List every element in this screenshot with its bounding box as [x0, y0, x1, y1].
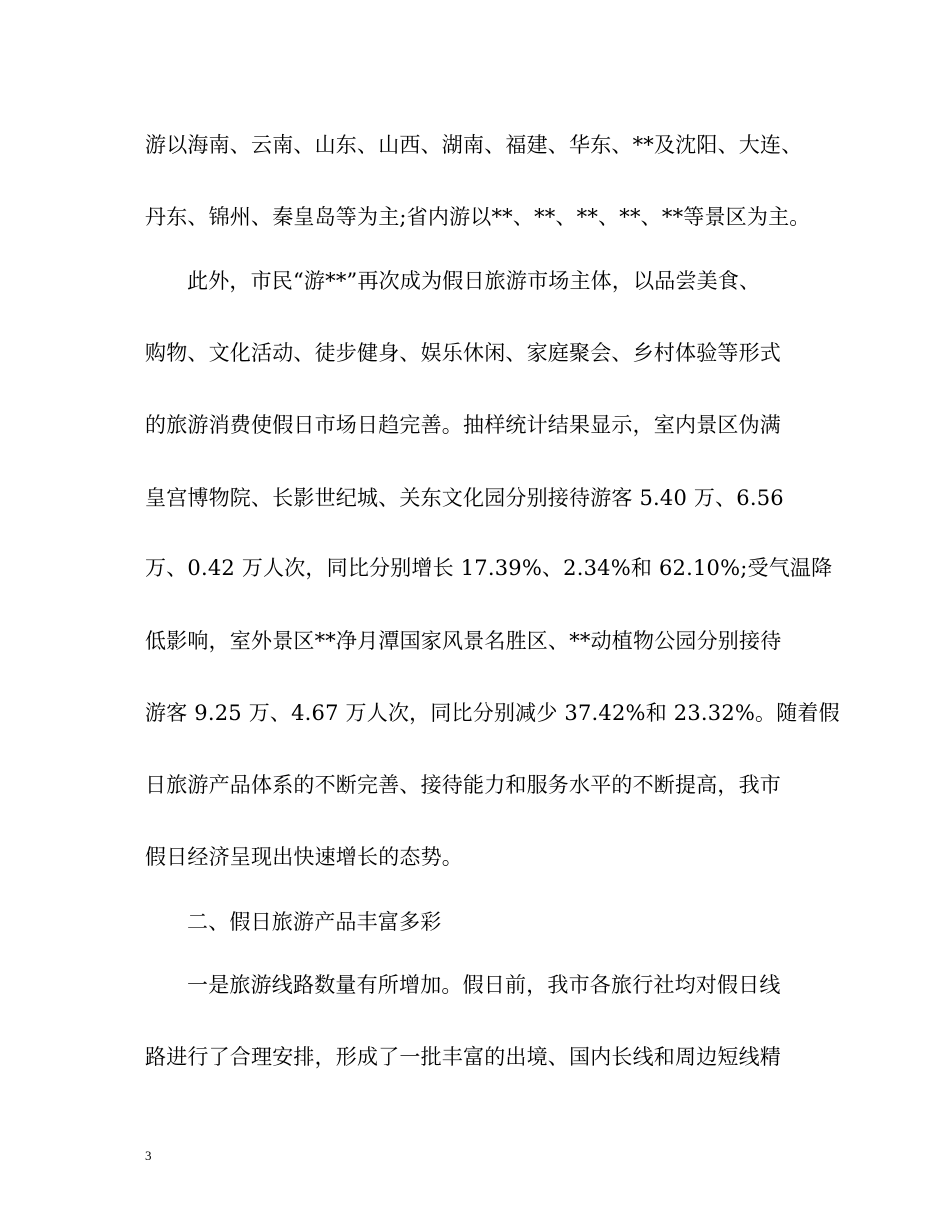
- text-line: 的旅游消费使假日市场日趋完善。抽样统计结果显示，室内景区伪满: [145, 413, 781, 437]
- text-line: 低影响，室外景区**净月潭国家风景名胜区、**动植物公园分别接待: [145, 629, 782, 653]
- text-line: 游以海南、云南、山东、山西、湖南、福建、华东、**及沈阳、大连、: [145, 133, 803, 157]
- text-line: 万、0.42 万人次，同比分别增长 17.39%、2.34%和 62.10%;受气温降: [145, 556, 833, 580]
- text-line: 皇宫博物院、长影世纪城、关东文化园分别接待游客 5.40 万、6.56: [145, 486, 784, 510]
- text-line: 丹东、锦州、秦皇岛等为主;省内游以**、**、**、**、**等景区为主。: [145, 205, 811, 229]
- text-line: 路进行了合理安排，形成了一批丰富的出境、国内长线和周边短线精: [145, 1045, 781, 1069]
- text-line: 游客 9.25 万、4.67 万人次，同比分别减少 37.42%和 23.32%。随着假: [145, 701, 840, 725]
- paragraph-start-line: 一是旅游线路数量有所增加。假日前，我市各旅行社均对假日线: [187, 973, 781, 997]
- text-line: 假日经济呈现出快速增长的态势。: [145, 845, 463, 869]
- page-number: 3: [145, 1148, 152, 1163]
- text-line: 购物、文化活动、徒步健身、娱乐休闲、家庭聚会、乡村体验等形式: [145, 341, 781, 365]
- section-heading: 二、假日旅游产品丰富多彩: [187, 910, 442, 934]
- text-line: 日旅游产品体系的不断完善、接待能力和服务水平的不断提高，我市: [145, 773, 781, 797]
- paragraph-start-line: 此外，市民“游**”再次成为假日旅游市场主体，以品尝美食、: [187, 269, 761, 293]
